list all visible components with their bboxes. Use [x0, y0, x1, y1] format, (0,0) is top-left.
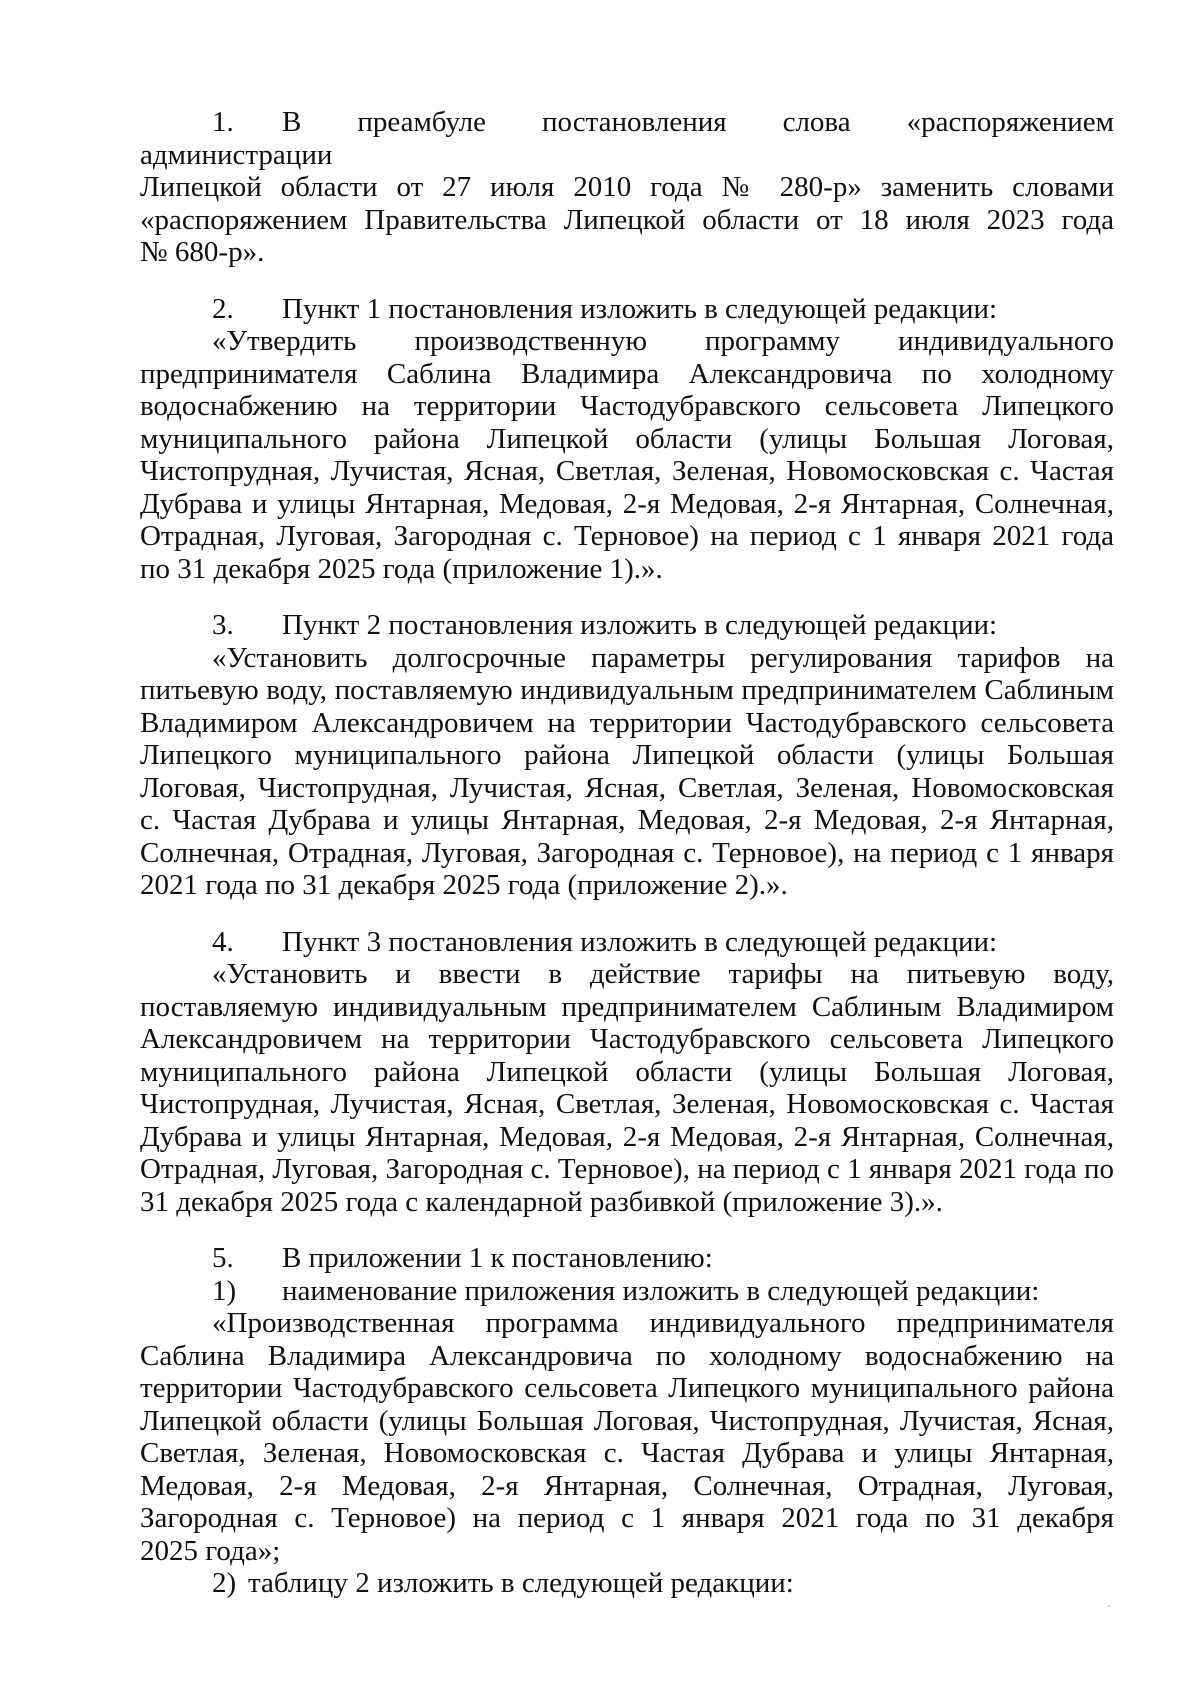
paragraph-line: территории Частодубравского сельсовета Липецкого муниципального района — [140, 1372, 1114, 1404]
paragraph-line: Липецкого муниципального района Липецкой области (улицы Большая — [140, 739, 1114, 771]
item-number: 2. — [212, 292, 234, 325]
subitem-line: 1) наименование приложения изложить в следующей редакции: — [212, 1274, 1040, 1307]
subitem-number: 1) — [212, 1274, 237, 1307]
paragraph-line: «Утвердить производственную программу индивидуального — [212, 325, 1114, 357]
paragraph-line: «распоряжением Правительства Липецкой области от 18 июля 2023 года — [140, 203, 1114, 236]
paragraph-line: 4. Пункт 3 постановления изложить в следующей редакции: — [212, 925, 998, 958]
paragraph-line: питьевую воду, поставляемую индивидуальным предпринимателем Саблиным — [140, 674, 1114, 706]
subitem-number: 2) — [212, 1567, 237, 1599]
paragraph-line: 2025 года»; — [140, 1534, 281, 1567]
paragraph-line: Солнечная, Отрадная, Луговая, Загородная с. Терновое), на период с 1 января — [140, 836, 1114, 869]
paragraph-line: Липецкой области (улицы Большая Логовая, Чистопрудная, Лучистая, Ясная, — [140, 1404, 1114, 1437]
paragraph-line: Отрадная, Луговая, Загородная с. Терновое), на период с 1 января 2021 года по — [140, 1153, 1114, 1185]
paragraph-line: Светлая, Зеленая, Новомосковская с. Частая Дубрава и улицы Янтарная, — [140, 1437, 1114, 1469]
paragraph-line: предпринимателя Саблина Владимира Александровича по холодному — [140, 357, 1114, 390]
paragraph-line: по 31 декабря 2025 года (приложение 1).». — [140, 552, 663, 585]
paragraph-line: Чистопрудная, Лучистая, Ясная, Светлая, Зеленая, Новомосковская с. Частая — [140, 1088, 1114, 1120]
paragraph-line: Логовая, Чистопрудная, Лучистая, Ясная, Светлая, Зеленая, Новомосковская — [140, 771, 1114, 804]
paragraph-line: Саблина Владимира Александровича по холодному водоснабжению на — [140, 1339, 1114, 1372]
paragraph-line: 1. В преамбуле постановления слова «распоряжением администрации — [140, 106, 1114, 171]
paragraph-line: Владимиром Александровичем на территории Частодубравского сельсовета — [140, 706, 1114, 739]
paragraph-line: № 680-р». — [140, 236, 265, 268]
paragraph-item-3 — [140, 609, 1114, 902]
paragraph-line: Александровичем на территории Частодубравского сельсовета Липецкого — [140, 1023, 1114, 1055]
paragraph-line: Загородная с. Терновое) на период с 1 января 2021 года по 31 декабря — [140, 1502, 1114, 1534]
paragraph-item-1 — [140, 106, 1114, 269]
paragraph-line: поставляемую индивидуальным предпринимателем Саблиным Владимиром — [140, 990, 1114, 1023]
paragraph-line: 31 декабря 2025 года с календарной разбивкой (приложение 3).». — [140, 1185, 943, 1218]
paragraph-line: «Установить и ввести в действие тарифы на питьевую воду, — [212, 958, 1114, 990]
paragraph-line: Медовая, 2-я Медовая, 2-я Янтарная, Солнечная, Отрадная, Луговая, — [140, 1469, 1114, 1502]
paragraph-line: «Установить долгосрочные параметры регулирования тарифов на — [212, 641, 1114, 674]
paragraph-line: 5. В приложении 1 к постановлению: — [212, 1242, 713, 1274]
document-body — [140, 106, 1114, 1600]
paragraph-line: водоснабжению на территории Частодубравского сельсовета Липецкого — [140, 390, 1114, 422]
subitem-line: 2) таблицу 2 изложить в следующей редакции: — [212, 1567, 794, 1599]
paragraph-line: муниципального района Липецкой области (улицы Большая Логовая, — [140, 422, 1114, 455]
paragraph-line: 3. Пункт 2 постановления изложить в следующей редакции: — [212, 609, 998, 641]
item-number: 1. — [212, 106, 234, 138]
paragraph-item-4 — [140, 926, 1114, 1219]
paragraph-line: Дубрава и улицы Янтарная, Медовая, 2-я Медовая, 2-я Янтарная, Солнечная, — [140, 487, 1114, 520]
paragraph-line: муниципального района Липецкой области (улицы Большая Логовая, — [140, 1055, 1114, 1088]
paragraph-line: Дубрава и улицы Янтарная, Медовая, 2-я Медовая, 2-я Янтарная, Солнечная, — [140, 1120, 1114, 1153]
paragraph-line: с. Частая Дубрава и улицы Янтарная, Медовая, 2-я Медовая, 2-я Янтарная, — [140, 804, 1114, 836]
item-number: 4. — [212, 925, 234, 958]
paragraph-line: 2021 года по 31 декабря 2025 года (приложение 2).». — [140, 869, 788, 901]
item-number: 5. — [212, 1242, 234, 1274]
paragraph-line: Чистопрудная, Лучистая, Ясная, Светлая, Зеленая, Новомосковская с. Частая — [140, 455, 1114, 487]
paragraph-line: «Производственная программа индивидуального предпринимателя — [212, 1307, 1114, 1339]
paragraph-line: 2. Пункт 1 постановления изложить в следующей редакции: — [212, 292, 998, 325]
paragraph-item-5 — [140, 1242, 1114, 1600]
scan-speck — [1108, 1605, 1110, 1607]
paragraph-line: Липецкой области от 27 июля 2010 года № 280-р» заменить словами — [140, 171, 1114, 203]
item-number: 3. — [212, 609, 234, 641]
paragraph-item-2 — [140, 293, 1114, 586]
paragraph-line: Отрадная, Луговая, Загородная с. Терновое) на период с 1 января 2021 года — [140, 520, 1114, 552]
